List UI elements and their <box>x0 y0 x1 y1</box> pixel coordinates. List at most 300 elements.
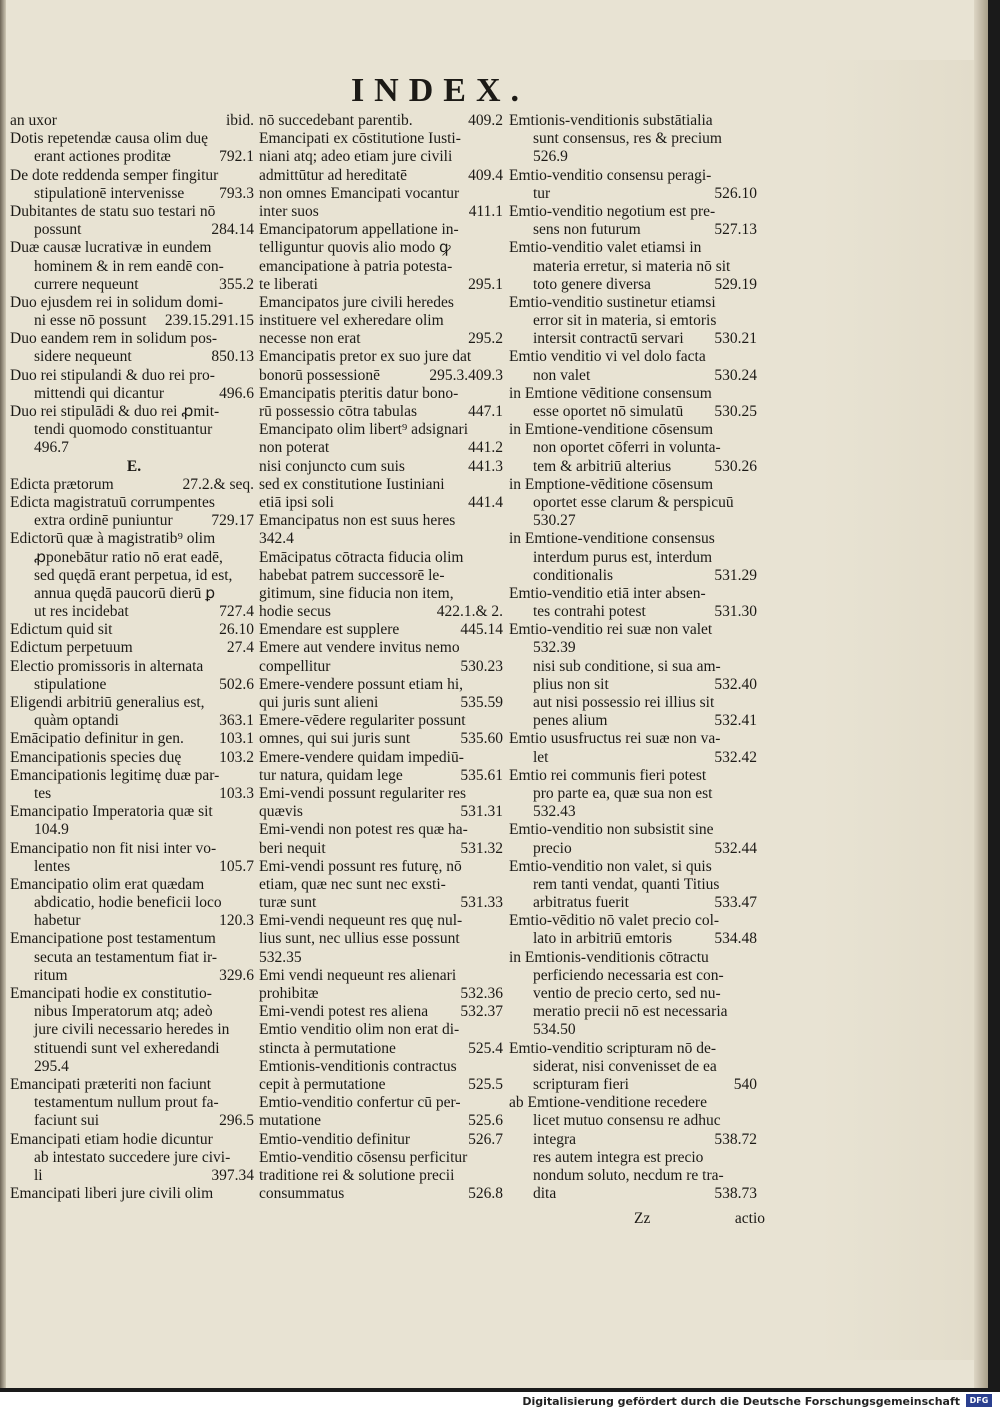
index-entry-line <box>259 821 507 839</box>
entry-text: Emtio-venditio sustinetur etiamsi <box>509 293 716 311</box>
index-entry-line <box>259 967 507 985</box>
entry-text: Emtio-venditio definitur <box>259 1130 411 1148</box>
index-entry-line <box>10 967 258 985</box>
entry-text: intersit contractū servari <box>533 330 684 348</box>
index-entry-line <box>259 585 507 603</box>
index-entry-line <box>259 276 507 294</box>
index-entry-line <box>10 821 258 839</box>
entry-text: 532.35 <box>259 948 302 966</box>
index-entry-line <box>259 639 507 657</box>
index-entry-line <box>509 876 761 894</box>
entry-text: etiā ipsi soli <box>259 493 334 511</box>
entry-text: precio <box>533 839 572 857</box>
index-entry-line <box>509 785 761 803</box>
page-reference: 295.1 <box>468 275 503 293</box>
entry-text: niani atq; adeo etiam jure civili <box>259 148 453 166</box>
index-entry-line <box>10 1131 258 1149</box>
index-entry-line <box>259 167 507 185</box>
digitization-footer <box>0 1388 1000 1413</box>
entry-text: possunt <box>34 221 82 239</box>
entry-text: Emtio-venditio consensu peragi- <box>509 166 712 184</box>
index-entry-line <box>10 330 258 348</box>
index-entry-line <box>10 367 258 385</box>
entry-text: stipulatione <box>34 675 107 693</box>
entry-text: Emtio-venditio scripturam nō de- <box>509 1039 717 1057</box>
page-reference: 532.42 <box>714 748 757 766</box>
index-entry-line <box>10 439 258 457</box>
entry-text: Emtio-venditio non valet, si quis <box>509 857 712 875</box>
entry-text: res autem integra est precio <box>533 1148 704 1166</box>
entry-text: Emtio-venditio valet etiamsi in <box>509 239 702 257</box>
index-entry-line <box>259 1167 507 1185</box>
page-reference: 27.2.& seq. <box>182 475 254 493</box>
entry-text: Electio promissoris in alternata <box>10 657 204 675</box>
entry-text: 496.7 <box>34 439 69 457</box>
index-entry-line <box>509 1058 761 1076</box>
index-entry-line <box>509 330 761 348</box>
index-entry-line <box>509 367 761 385</box>
index-entry-line <box>259 549 507 567</box>
entry-text: ritum <box>34 966 68 984</box>
entry-text: Emancipatus non est suus heres <box>259 512 456 530</box>
page-reference: 531.31 <box>460 803 503 821</box>
index-entry-line <box>10 112 258 130</box>
index-entry-line <box>10 167 258 185</box>
entry-text: Emere-vēdere regulariter possunt <box>259 712 466 730</box>
index-entry-line <box>10 567 258 585</box>
index-entry-line <box>259 803 507 821</box>
entry-text: instituere vel exheredare olim <box>259 312 444 330</box>
index-entry-line <box>509 676 761 694</box>
entry-text: secuta an testamentum fiat ir- <box>34 948 218 966</box>
index-entry-line <box>259 1021 507 1039</box>
entry-text: Emtio rei communis fieri potest <box>509 766 707 784</box>
entry-text: nisi conjuncto cum suis <box>259 457 405 475</box>
entry-text: qui juris sunt alieni <box>259 694 379 711</box>
index-entry-line <box>10 1021 258 1039</box>
page-reference: 727.4 <box>219 603 254 621</box>
index-entry-line <box>509 112 761 130</box>
page-reference: 529.19 <box>714 275 757 293</box>
index-entry-line <box>10 1094 258 1112</box>
entry-text: oportet esse clarum & perspicuū <box>533 493 734 511</box>
entry-text: Emancipationis species duę <box>10 748 182 766</box>
entry-text: Edicta prætorum <box>10 475 114 493</box>
page-reference: 534.48 <box>714 930 757 948</box>
entry-text: sed quędā erant perpetua, id est, <box>34 566 233 584</box>
index-entry-line <box>259 767 507 785</box>
index-entry-line <box>10 203 258 221</box>
page-reference: 540 <box>733 1075 757 1093</box>
index-entry-line <box>10 658 258 676</box>
entry-text: Emancipati ex cōstitutione Iusti- <box>259 130 461 148</box>
index-entry-line <box>10 912 258 930</box>
entry-text: compellitur <box>259 657 331 675</box>
entry-text: pro parte ea, quæ sua non est <box>533 784 713 802</box>
dfg-logo-icon: DFG <box>966 1394 992 1407</box>
page-reference: 441.4 <box>468 493 503 511</box>
entry-text: an uxor <box>10 112 57 129</box>
index-entry-line <box>10 603 258 621</box>
entry-text: aut nisi possessio rei illius sit <box>533 694 715 711</box>
entry-text: Emancipati præteriti non faciunt <box>10 1075 212 1093</box>
entry-text: dita <box>533 1185 557 1203</box>
index-entry-line <box>509 749 761 767</box>
entry-text: 532.43 <box>533 803 576 821</box>
index-entry-line <box>259 385 507 403</box>
entry-text: non valet <box>533 366 591 384</box>
entry-text: penes alium <box>533 712 608 730</box>
entry-text: testamentum nullum prout fa- <box>34 1094 219 1112</box>
index-entry-line <box>509 894 761 912</box>
entry-text: Emancipato olim libert⁹ adsignari <box>259 421 469 439</box>
index-entry-line <box>10 930 258 948</box>
index-entry-line <box>259 876 507 894</box>
page-reference: 535.59 <box>460 694 503 711</box>
entry-text: in Emptione-vēditione cōsensum <box>509 475 714 493</box>
index-entry-line <box>509 167 761 185</box>
entry-text: etiam, quæ nec sunt nec exsti- <box>259 875 446 893</box>
entry-text: Edictum quid sit <box>10 621 113 639</box>
entry-text: stituendi sunt vel exheredandi <box>34 1039 220 1057</box>
entry-text: bonorū possessionē <box>259 366 380 384</box>
index-entry-line <box>259 658 507 676</box>
entry-text: Emtionis-venditionis contractus <box>259 1057 457 1075</box>
index-entry-line <box>259 1058 507 1076</box>
index-entry-line <box>10 1185 258 1203</box>
page-reference: 422.1.& 2. <box>436 603 503 621</box>
page-reference: 792.1 <box>219 148 254 166</box>
index-entry-line <box>259 930 507 948</box>
index-entry-line <box>259 294 507 312</box>
index-entry-line <box>509 603 761 621</box>
entry-text: lato in arbitriū emtoris <box>533 930 673 948</box>
entry-text: quævis <box>259 803 303 821</box>
index-entry-line <box>509 912 761 930</box>
index-entry-line <box>10 494 258 512</box>
index-entry-line <box>259 458 507 476</box>
entry-text: omnes, qui sui juris sunt <box>259 730 411 748</box>
index-entry-line <box>259 367 507 385</box>
index-entry-line <box>259 530 507 548</box>
index-entry-line <box>10 749 258 767</box>
entry-text: tes <box>34 784 52 802</box>
entry-text: Emtio-venditio etiā inter absen- <box>509 584 706 602</box>
page-reference: 525.5 <box>468 1075 503 1093</box>
page-reference: 532.36 <box>460 985 503 1002</box>
index-entry-line <box>509 567 761 585</box>
entry-text: Emancipati hodie ex constitutio- <box>10 985 212 1002</box>
index-entry-line <box>10 676 258 694</box>
index-entry-line <box>509 148 761 166</box>
page-reference: 120.3 <box>219 912 254 930</box>
entry-text: Emancipatio non fit nisi inter vo- <box>10 839 217 857</box>
index-entry-line <box>10 530 258 548</box>
index-entry-line <box>10 803 258 821</box>
entry-text: 104.9 <box>34 821 69 839</box>
entry-text: mutatione <box>259 1112 321 1130</box>
entry-text: prohibitæ <box>259 985 319 1002</box>
index-entry-line <box>509 348 761 366</box>
page-reference: 329.6 <box>219 966 254 984</box>
entry-text: plius non sit <box>533 675 609 693</box>
index-entry-line <box>259 312 507 330</box>
index-entry-line <box>509 130 761 148</box>
page-reference: 533.47 <box>714 894 757 912</box>
index-entry-line <box>509 294 761 312</box>
entry-text: Emtio-venditio confertur cū per- <box>259 1094 461 1112</box>
index-entry-line <box>259 1040 507 1058</box>
entry-text: Emancipatio olim erat quædam <box>10 875 205 893</box>
entry-text: rū possessio cōtra tabulas <box>259 403 417 420</box>
index-entry-line <box>509 385 761 403</box>
index-entry-line <box>259 1076 507 1094</box>
index-entry-line <box>259 1149 507 1167</box>
index-entry-line <box>10 894 258 912</box>
entry-text: Edicta magistratuū corrumpentes <box>10 493 215 511</box>
index-entry-line <box>10 712 258 730</box>
index-entry-line <box>509 312 761 330</box>
page-reference: 409.2 <box>468 112 503 129</box>
index-entry-line <box>259 730 507 748</box>
index-entry-line <box>259 421 507 439</box>
index-entry-line <box>259 912 507 930</box>
index-entry-line <box>509 458 761 476</box>
index-entry-line <box>10 294 258 312</box>
index-entry-line <box>509 639 761 657</box>
index-entry-line <box>10 258 258 276</box>
index-entry-line <box>10 1040 258 1058</box>
entry-text: gitimum, sine fiducia non item, <box>259 584 454 602</box>
index-entry-line <box>10 385 258 403</box>
index-entry-line <box>10 840 258 858</box>
index-entry-line <box>259 949 507 967</box>
entry-text: perficiendo necessaria est con- <box>533 966 724 984</box>
index-entry-line <box>509 239 761 257</box>
index-entry-line <box>509 585 761 603</box>
index-entry-line <box>509 1131 761 1149</box>
page-reference: 729.17 <box>211 512 254 530</box>
page-reference: 850.13 <box>211 348 254 366</box>
page-reference: 103.1 <box>219 730 254 748</box>
entry-text: in Emtione-venditione cōsensum <box>509 421 714 439</box>
index-entry-line <box>259 894 507 912</box>
entry-text: stincta à permutatione <box>259 1039 396 1057</box>
index-entry-line <box>10 1149 258 1167</box>
index-entry-line <box>10 639 258 657</box>
entry-text: telliguntur quovis alio modo ꝙ <box>259 239 451 257</box>
entry-text: extra ordinē puniuntur <box>34 512 173 530</box>
index-entry-line <box>509 258 761 276</box>
index-entry-line <box>509 1094 761 1112</box>
index-entry-line <box>10 694 258 712</box>
entry-text: faciunt sui <box>34 1112 99 1130</box>
index-entry-line <box>259 258 507 276</box>
page-reference: 530.26 <box>714 457 757 475</box>
entry-text: Emere-vendere possunt etiam hi, <box>259 675 464 693</box>
entry-text: error sit in materia, si emtoris <box>533 312 717 330</box>
page-reference: 295.3.409.3 <box>429 366 503 384</box>
entry-text: licet mutuo consensu re adhuc <box>533 1112 721 1130</box>
index-entry-line <box>10 1058 258 1076</box>
entry-text: habebat patrem successorē le- <box>259 566 445 584</box>
index-entry-line <box>509 621 761 639</box>
entry-text: beri nequit <box>259 839 326 857</box>
entry-text: emancipatione à patria potesta- <box>259 257 453 275</box>
index-entry-line <box>10 185 258 203</box>
page-reference: 525.4 <box>468 1039 503 1057</box>
signature-mark: Zz <box>634 1210 651 1227</box>
page-reference: 502.6 <box>219 675 254 693</box>
page-reference: 355.2 <box>219 275 254 293</box>
entry-text: conditionalis <box>533 566 614 584</box>
index-entry-line <box>509 1112 761 1130</box>
entry-text: 295.4 <box>34 1057 69 1075</box>
entry-text: rem tanti vendat, quanti Titius <box>533 875 720 893</box>
section-letter <box>10 458 258 476</box>
entry-text: Emancipatis pteritis datur bono- <box>259 384 459 402</box>
page-reference: 296.5 <box>219 1112 254 1130</box>
index-entry-line <box>10 130 258 148</box>
index-entry-line <box>509 930 761 948</box>
index-entry-line <box>10 621 258 639</box>
entry-text: Emancipati etiam hodie dicuntur <box>10 1130 213 1148</box>
index-entry-line <box>509 840 761 858</box>
index-entry-line <box>509 767 761 785</box>
entry-text: annua quędā paucorū dierū ꝑ <box>34 584 216 602</box>
entry-text: hominem & in rem eandē con- <box>34 257 224 275</box>
entry-text: 342.4 <box>259 530 294 548</box>
entry-text: sed ex constitutione Iustiniani <box>259 475 445 493</box>
entry-text: necesse non erat <box>259 330 361 348</box>
index-entry-line <box>259 712 507 730</box>
entry-text: integra <box>533 1130 577 1148</box>
index-entry-line <box>10 239 258 257</box>
index-entry-line <box>10 348 258 366</box>
entry-text: De dote reddenda semper fingitur <box>10 166 219 184</box>
entry-text: nō succedebant parentib. <box>259 112 413 129</box>
entry-text: nisi sub conditione, si sua am- <box>533 657 721 675</box>
index-entry-line <box>10 1167 258 1185</box>
index-column-1 <box>10 112 258 1203</box>
index-entry-line <box>509 512 761 530</box>
entry-text: siderat, nisi convenisset de ea <box>533 1057 717 1075</box>
index-entry-line <box>259 1185 507 1203</box>
entry-text: jure civili necessario heredes in <box>34 1021 230 1039</box>
index-entry-line <box>259 330 507 348</box>
entry-text: currere nequeunt <box>34 275 139 293</box>
entry-text: Emtio-venditio rei suæ non valet <box>509 621 713 639</box>
index-entry-line <box>509 730 761 748</box>
page-reference: 530.21 <box>714 330 757 348</box>
entry-text: toto genere diversa <box>533 275 651 293</box>
page-reference: 793.3 <box>219 184 254 202</box>
entry-text: Duo rei stipulandi & duo rei pro- <box>10 366 215 384</box>
index-entry-line <box>10 549 258 567</box>
page-reference: 532.41 <box>714 712 757 730</box>
entry-text: Emancipatos jure civili heredes <box>259 293 454 311</box>
page-reference: 105.7 <box>219 857 254 875</box>
entry-text: Emtio venditio olim non erat di- <box>259 1021 460 1039</box>
page-reference: 531.29 <box>714 566 757 584</box>
entry-text: 534.50 <box>533 1021 576 1039</box>
entry-text: nibus Imperatorum atq; adeò <box>34 1003 213 1021</box>
index-entry-line <box>259 130 507 148</box>
index-entry-line <box>259 148 507 166</box>
index-entry-line <box>509 1076 761 1094</box>
catchword: actio <box>734 1210 765 1227</box>
index-entry-line <box>509 967 761 985</box>
entry-text: Eligendi arbitriū generalius est, <box>10 694 205 711</box>
index-entry-line <box>10 421 258 439</box>
entry-text: Emendare est supplere <box>259 621 400 639</box>
entry-text: ab intestato succedere jure civi- <box>34 1148 231 1166</box>
entry-text: Duo ejusdem rei in solidum domi- <box>10 293 224 311</box>
page-reference: 411.1 <box>468 202 503 220</box>
page-reference: 103.3 <box>219 784 254 802</box>
index-entry-line <box>509 949 761 967</box>
index-entry-line <box>509 858 761 876</box>
catchword-line <box>630 1210 765 1228</box>
entry-text: Duo rei stipulādi & duo rei ꝓmit- <box>10 403 220 420</box>
page-reference: 27.4 <box>226 639 254 657</box>
page-reference: 527.13 <box>714 221 757 239</box>
page-reference: 526.8 <box>468 1185 503 1203</box>
index-entry-line <box>259 221 507 239</box>
entry-text: 530.27 <box>533 512 576 530</box>
index-entry-line <box>259 676 507 694</box>
index-entry-line <box>259 749 507 767</box>
index-entry-line <box>10 1076 258 1094</box>
entry-text: ut res incidebat <box>34 603 129 621</box>
entry-text: 532.39 <box>533 639 576 657</box>
index-entry-line <box>10 785 258 803</box>
page-title: INDEX. <box>350 72 530 109</box>
entry-text: Emtio-venditio non subsistit sine <box>509 821 714 839</box>
index-entry-line <box>509 658 761 676</box>
index-entry-line <box>259 785 507 803</box>
footer-credit: Digitalisierung gefördert durch die Deutsche Forschungsgemeinschaft <box>522 1395 960 1408</box>
entry-text: lentes <box>34 857 71 875</box>
index-entry-line <box>509 821 761 839</box>
page-reference: 525.6 <box>468 1112 503 1130</box>
page-reference: 538.73 <box>714 1185 757 1203</box>
entry-text: Duo eandem rem in solidum pos- <box>10 330 218 348</box>
index-entry-line <box>10 1112 258 1130</box>
page-reference: 530.24 <box>714 366 757 384</box>
index-entry-line <box>259 239 507 257</box>
index-entry-line <box>10 312 258 330</box>
index-entry-line <box>509 221 761 239</box>
index-entry-line <box>259 403 507 421</box>
entry-text: tem & arbitriū alterius <box>533 457 672 475</box>
page-reference: 441.3 <box>468 457 503 475</box>
entry-text: turæ sunt <box>259 894 317 912</box>
page-reference: 530.25 <box>714 403 757 420</box>
entry-text: tur <box>533 184 551 202</box>
entry-text: Emtio-venditio negotium est pre- <box>509 202 716 220</box>
entry-text: ab Emtione-venditione recedere <box>509 1094 707 1112</box>
index-entry-line <box>259 1131 507 1149</box>
page-reference: 532.44 <box>714 839 757 857</box>
index-entry-line <box>259 567 507 585</box>
index-entry-line <box>10 476 258 494</box>
index-entry-line <box>509 1021 761 1039</box>
page-reference: 397.34 <box>211 1166 254 1184</box>
entry-text: Emi-vendi nequeunt res quę nul- <box>259 912 463 930</box>
page-reference: 103.2 <box>219 748 254 766</box>
index-entry-line <box>10 276 258 294</box>
